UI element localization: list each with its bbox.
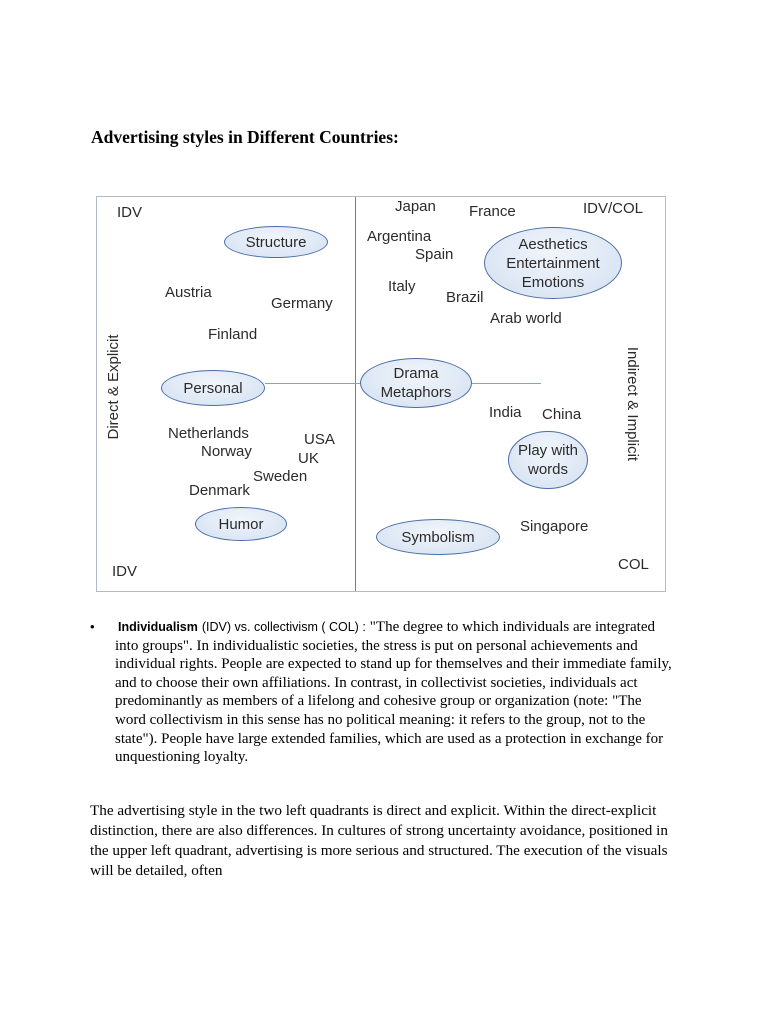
axis-label-right: Indirect & Implicit [624,346,641,462]
bullet-line: into groups". In individualistic societies, the stress is put on personal achievements and [115,637,638,654]
section-title: Advertising styles in Different Countries: [91,127,399,147]
corner-label-bottom-left: IDV [112,563,138,580]
style-label-humor: Humor [218,515,264,533]
country-sweden: Sweden [253,468,308,485]
bullet-marker: • [90,619,95,634]
style-ellipse-symbolism [376,519,500,555]
country-germany: Germany [271,295,333,312]
country-spain: Spain [415,246,454,263]
bullet-line: and to choose their own affiliations. In contrast, in collectivist societies, individuals act [115,674,638,691]
country-uk: UK [298,450,319,467]
country-brazil: Brazil [446,289,484,306]
paragraph-line: will be detailed, often [90,862,223,879]
body-paragraph [90,801,668,881]
bullet-line: unquestioning loyalty. [115,749,249,766]
country-norway: Norway [201,443,252,460]
style-ellipse-structure [224,226,328,258]
vertical-divider [355,197,356,591]
bullet-term-detail: (IDV) vs. collectivism ( COL) : [201,620,366,634]
style-label-symbolism: Symbolism [401,528,475,546]
bullet-line: word collectivism in this sense has no political meaning: it refers to the group, not to the [115,711,646,728]
corner-label-top-left: IDV [117,204,143,221]
country-arab-world: Arab world [490,310,562,327]
style-ellipse-personal [161,370,265,406]
country-austria: Austria [165,284,212,301]
style-label-drama: Drama [393,365,439,382]
country-netherlands: Netherlands [168,425,249,442]
style-label-structure: Structure [245,233,307,251]
style-ellipse-drama [360,358,472,408]
paragraph-line: distinction, there are also differences. In cultures of strong uncertainty avoidance, positioned in [90,822,668,839]
style-ellipse-aesthetics [484,227,622,299]
style-label-aesthetics: Aesthetics [518,235,588,253]
country-japan: Japan [395,198,436,215]
bullet-line: state"). People have large extended families, which are used as a protection in exchange for [115,730,664,747]
bullet-paragraph [115,618,672,767]
style-label-entertainment: Entertainment [506,254,600,272]
country-italy: Italy [388,278,416,295]
style-label-play-with: Play with [517,442,579,459]
bullet-line-1 [115,618,672,637]
country-singapore: Singapore [520,518,589,535]
corner-label-bottom-right: COL [618,556,649,573]
style-label-metaphors: Metaphors [380,384,452,401]
corner-label-top-right: IDV/COL [583,200,644,217]
paragraph-line: the upper left quadrant, advertising is more serious and structured. The execution of the visuals [90,842,668,859]
bullet-line: predominantly as members of a lifelong and cohesive group or organization (note: "The [115,693,642,710]
country-france: France [469,203,516,220]
bullet-term: Individualism [118,620,198,634]
bullet-first-line-text: "The degree to which individuals are integrated [369,619,655,635]
style-label-personal: Personal [183,379,243,397]
style-ellipse-play-with-words [508,431,588,489]
country-china: China [542,406,582,423]
advertising-styles-diagram [96,196,666,592]
country-argentina: Argentina [367,228,432,245]
country-denmark: Denmark [189,482,250,499]
style-label-emotions: Emotions [521,273,585,291]
axis-label-left: Direct & Explicit [105,334,122,440]
country-finland: Finland [208,326,258,343]
country-usa: USA [304,431,335,448]
country-india: India [489,404,522,421]
style-label-words: words [527,461,568,478]
paragraph-line: The advertising style in the two left quadrants is direct and explicit. Within the direct-explicit [90,802,657,819]
bullet-line: individual rights. People are expected to stand up for themselves and their immediate family, [115,656,672,673]
style-ellipse-humor [195,507,287,541]
